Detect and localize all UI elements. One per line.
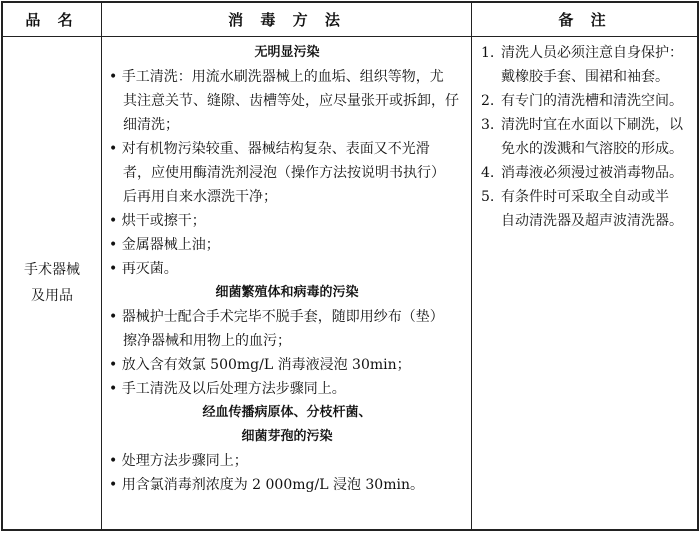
method-line: 者，应使用酶清洗剂浸泡（操作方法按说明书执行） [123, 165, 445, 181]
method-line: 其注意关节、缝隙、齿槽等处，应尽量张开或拆卸，仔 [123, 93, 459, 109]
disinfection-table [1, 1, 699, 531]
section-title: 无明显污染 [254, 45, 320, 60]
method-line: • 手工清洗：用流水刷洗器械上的血垢、组织等物，尤 [109, 69, 444, 85]
section-title: 细菌繁殖体和病毒的污染 [215, 285, 359, 300]
note-line: 2. 有专门的清洗槽和清洗空间。 [481, 93, 683, 109]
method-line: • 金属器械上油； [109, 237, 220, 253]
method-line: • 手工清洗及以后处理方法步骤同上。 [109, 381, 346, 397]
note-line: 1. 清洗人员必须注意自身保护： [481, 45, 683, 61]
note-cell [475, 41, 697, 233]
section-title: 细菌芽孢的污染 [241, 429, 333, 444]
note-line: 5. 有条件时可采取全自动或半 [481, 189, 669, 205]
item-cell [3, 36, 101, 529]
section-title: 经血传播病原体、分枝杆菌、 [202, 405, 372, 420]
column-divider [101, 3, 102, 529]
method-line: • 对有机物污染较重、器械结构复杂、表面又不光滑 [109, 141, 430, 157]
note-line: 3. 清洗时宜在水面以下刷洗，以 [481, 117, 683, 133]
method-line: • 放入含有效氯 500mg/L 消毒液浸泡 30min； [109, 357, 411, 373]
method-line: • 再灭菌。 [109, 261, 178, 277]
note-line: 戴橡胶手套、围裙和袖套。 [501, 69, 669, 85]
header-method: 消 毒 方 法 [228, 11, 346, 29]
note-line: 自动清洗器及超声波清洗器。 [501, 213, 683, 229]
item-line: 手术器械 [24, 261, 80, 278]
item-line: 及用品 [31, 287, 73, 304]
note-line: 4. 消毒液必须漫过被消毒物品。 [481, 165, 683, 181]
note-line: 免水的泼溅和气溶胶的形成。 [501, 141, 683, 157]
method-line: • 用含氯消毒剂浓度为 2 000mg/L 浸泡 30min。 [109, 477, 424, 493]
method-line: 擦净器械和用物上的血污； [123, 333, 291, 349]
method-line: 细清洗； [123, 117, 179, 133]
column-divider [471, 3, 472, 529]
method-line: • 烘干或擦干； [109, 213, 206, 229]
method-line: • 器械护士配合手术完毕不脱手套，随即用纱布（垫） [109, 309, 444, 325]
method-cell [103, 41, 471, 497]
table-header [3, 3, 697, 37]
header-note: 备 注 [558, 11, 612, 29]
method-line: • 处理方法步骤同上； [109, 453, 248, 469]
method-line: 后再用自来水漂洗干净； [123, 189, 277, 205]
header-item: 品 名 [25, 11, 79, 29]
